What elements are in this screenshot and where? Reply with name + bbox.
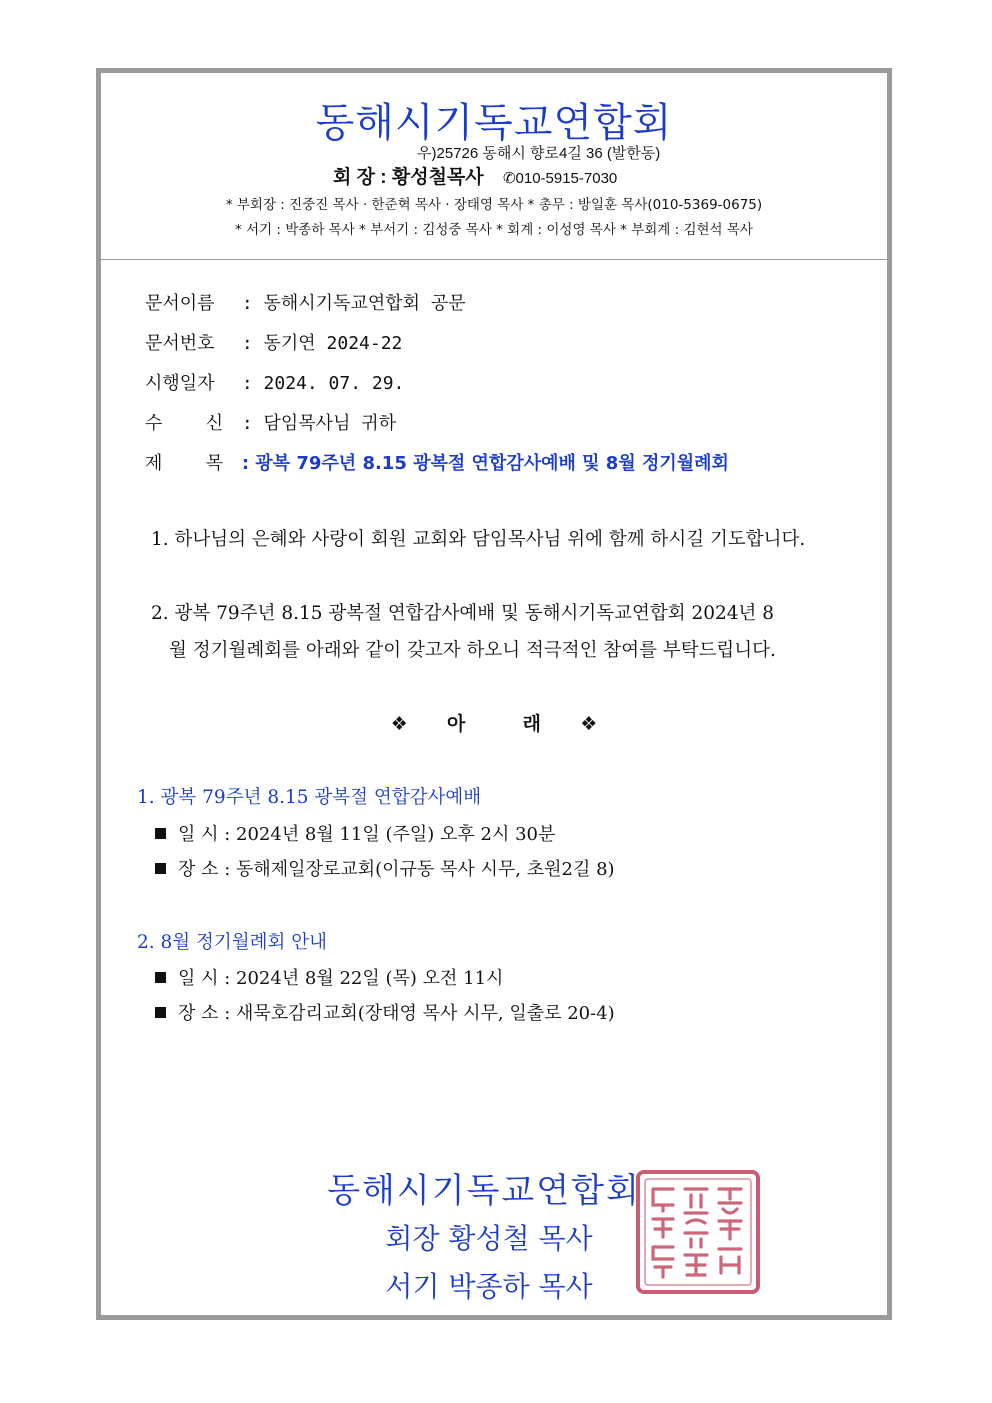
signature-president: 회장 황성철 목사 xyxy=(385,1222,593,1255)
square-bullet-icon xyxy=(155,1007,166,1018)
meta-recipient xyxy=(145,409,396,435)
meta-subject-value: : 광복 79주년 8.15 광복절 연합감사예배 및 8월 정기월례회 xyxy=(241,453,729,474)
president-name: 회 장 : 황성철목사 xyxy=(333,167,484,188)
meta-label: 문서이름 xyxy=(145,293,215,314)
notice-word-2: 래 xyxy=(522,713,541,735)
item-text: 장 소 : 새묵호감리교회(장태영 목사 시무, 일출로 20-4) xyxy=(178,1003,615,1024)
diamond-icon: ❖ xyxy=(390,713,408,735)
meta-label: 제 목 xyxy=(145,453,224,474)
section-2-title: 2. 8월 정기월례회 안내 xyxy=(137,932,328,953)
signature-org: 동해시기독교연합회 xyxy=(327,1171,641,1211)
body-paragraph-2-line-1: 2. 광복 79주년 8.15 광복절 연합감사예배 및 동해시기독교연합회 2024년 8 xyxy=(151,603,775,624)
section-1-title: 1. 광복 79주년 8.15 광복절 연합감사예배 xyxy=(137,787,482,808)
meta-subject xyxy=(145,449,729,475)
meta-label: 문서번호 xyxy=(145,333,215,354)
meta-value: : 담임목사님 귀하 xyxy=(241,413,397,434)
org-title: 동해시기독교연합회 xyxy=(315,100,673,146)
meta-label: 수 신 xyxy=(145,413,224,434)
section-1-item xyxy=(155,820,555,846)
officers-line-2: * 서기 : 박종하 목사 * 부서기 : 김성중 목사 * 회계 : 이성영 목사 * 부회계 : 김현석 목사 xyxy=(235,222,753,238)
meta-value: : 동해시기독교연합회 공문 xyxy=(241,293,466,314)
president-phone: ✆010-5915-7030 xyxy=(502,170,618,187)
square-bullet-icon xyxy=(155,863,166,874)
item-text: 장 소 : 동해제일장로교회(이규동 목사 시무, 초원2길 8) xyxy=(178,859,615,880)
officers-line-1: * 부회장 : 진중진 목사 · 한준혁 목사 · 장태영 목사 * 총무 : 방일훈 목사(010-5369-0675) xyxy=(225,197,763,213)
meta-value: : 동기연 2024-22 xyxy=(241,333,403,354)
notice-word-1: 아 xyxy=(447,713,466,735)
header-divider xyxy=(101,259,887,260)
official-seal-icon xyxy=(635,1169,761,1295)
body-paragraph-1: 1. 하나님의 은혜와 사랑이 회원 교회와 담임목사님 위에 함께 하시길 기도합니다. xyxy=(151,529,806,550)
notice-heading xyxy=(101,709,887,736)
square-bullet-icon xyxy=(155,972,166,983)
section-2-item xyxy=(155,964,503,990)
item-text: 일 시 : 2024년 8월 22일 (목) 오전 11시 xyxy=(178,968,504,989)
meta-label: 시행일자 xyxy=(145,373,215,394)
section-2-item xyxy=(155,999,615,1025)
document-frame xyxy=(96,68,892,1320)
meta-issue-date xyxy=(145,369,404,395)
president-line xyxy=(333,162,617,189)
meta-doc-number xyxy=(145,329,402,355)
org-address: 우)25726 동해시 향로4길 36 (발한동) xyxy=(417,145,661,162)
meta-value: : 2024. 07. 29. xyxy=(241,373,405,394)
section-1-item xyxy=(155,855,615,881)
body-paragraph-2-line-2: 월 정기월례회를 아래와 같이 갖고자 하오니 적극적인 참여를 부탁드립니다. xyxy=(169,640,776,661)
diamond-icon: ❖ xyxy=(580,713,598,735)
signature-secretary: 서기 박종하 목사 xyxy=(385,1270,593,1303)
item-text: 일 시 : 2024년 8월 11일 (주일) 오후 2시 30분 xyxy=(178,824,556,845)
meta-doc-name xyxy=(145,289,466,315)
square-bullet-icon xyxy=(155,828,166,839)
